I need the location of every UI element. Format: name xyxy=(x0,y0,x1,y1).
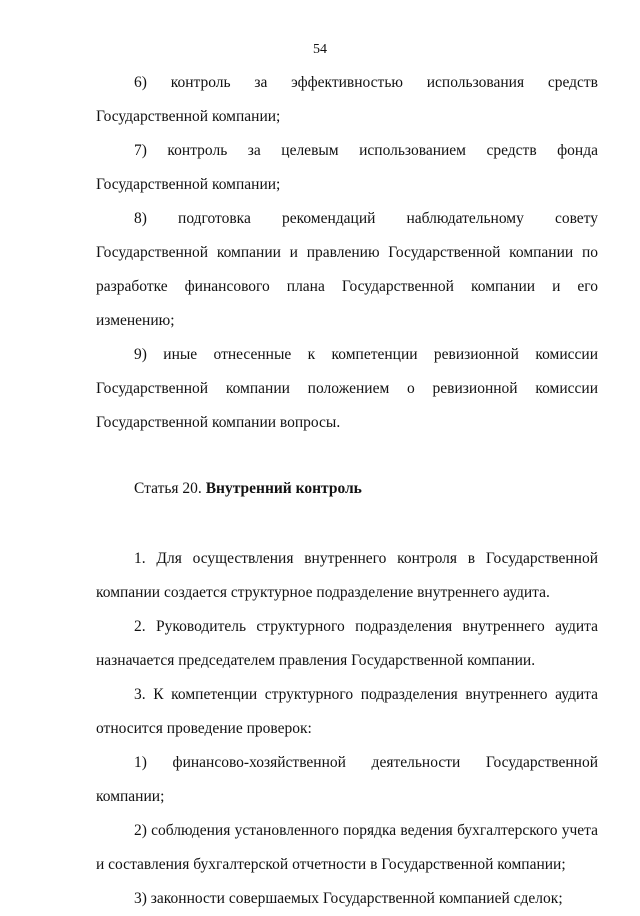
list-item: 7) контроль за целевым использованием средств фонда Государственной компании; xyxy=(96,142,598,193)
sub-item: 3) законности совершаемых Государственной компанией сделок; xyxy=(134,890,563,907)
list-item: 8) подготовка рекомендаций наблюдательному совету Государственной компании и правлению Государственной компании по разработке финансового плана Государственной компании и его изменению; xyxy=(96,210,599,329)
sub-item: 2) соблюдения установленного порядка ведения бухгалтерского учета и составления бухгалтерской отчетности в Государственной компании; xyxy=(96,822,598,873)
paragraph: 1. Для осуществления внутреннего контроля в Государственной компании создается структурное подразделение внутреннего аудита. xyxy=(96,550,598,601)
paragraph: 2. Руководитель структурного подразделения внутреннего аудита назначается председателем правления Государственной компании. xyxy=(96,618,598,669)
list-item: 9) иные отнесенные к компетенции ревизионной комиссии Государственной компании положением о ревизионной комиссии Государственной компании вопросы. xyxy=(96,346,598,431)
paragraph: 3. К компетенции структурного подразделения внутреннего аудита относится проведение проверок: xyxy=(96,686,598,737)
page-number: 54 xyxy=(313,42,327,57)
article-title: Внутренний контроль xyxy=(205,480,362,497)
document-body xyxy=(96,66,598,916)
spacer xyxy=(96,506,598,542)
article-heading xyxy=(96,472,598,506)
sub-item: 1) финансово-хозяйственной деятельности Государственной компании; xyxy=(96,754,598,805)
article-number: Статья 20. xyxy=(134,480,202,497)
list-item: 6) контроль за эффективностью использования средств Государственной компании; xyxy=(96,74,599,125)
